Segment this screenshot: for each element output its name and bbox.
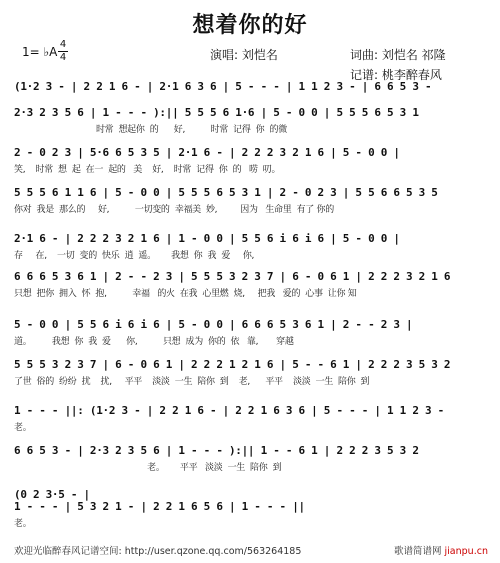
notes-row: 6 6 5 3 - | 2·3 2 3 5 6 | 1 - - - ):|| 1 - - 6 1 | 2 2 2 3 5 3 2 [14, 444, 419, 457]
transcriber-credit: 记谱: 桃李醉春风 [350, 68, 442, 82]
site-stamp-label: 歌谱简谱网 [394, 546, 445, 557]
lyric-row: 时常 想起你 的 好, 时常 记得 你 的微 [14, 125, 287, 135]
notes-row: 2 - 0 2 3 | 5·6 6 5 3 5 | 2·1 6 - | 2 2 2 3 2 1 6 | 5 - 0 0 | [14, 146, 400, 159]
lyric-row: 老。 [14, 519, 32, 529]
notes-row: 2·1 6 - | 2 2 2 3 2 1 6 | 1 - 0 0 | 5 5 6 i 6 i 6 | 5 - 0 0 | [14, 232, 400, 245]
meter-bottom: 4 [59, 52, 67, 63]
notes-row: 1 - - - ||: (1·2 3 - | 2 2 1 6 - | 2 2 1 6 3 6 | 5 - - - | 1 1 2 3 - [14, 404, 444, 417]
notes-row: 2·3 2 3 5 6 | 1 - - - ):|| 5 5 5 6 1·6 | 5 - 0 0 | 5 5 5 6 5 3 1 [14, 106, 419, 119]
lyric-row: 了世 俗的 纷纷 扰 扰, 平平 淡淡 一生 陪你 到 老, 平平 淡淡 一生 陪你 到 [14, 377, 370, 387]
notes-row: (1·2 3 - | 2 2 1 6 - | 2·1 6 3 6 | 5 - - - | 1 1 2 3 - | 6 6 5 3 - [14, 80, 432, 93]
site-stamp-url: jianpu.cn [444, 546, 488, 557]
notes-row: (0 2 3·5 - | [14, 488, 90, 501]
notes-row: 1 - - - | 5 3 2 1 - | 2 2 1 6 5 6 | 1 - - - || [14, 500, 305, 513]
meter-top: 4 [59, 39, 67, 50]
lyric-row: 只想 把你 拥入 怀 抱, 幸福 的火 在我 心里燃 烧, 把我 爱的 心事 让你 知 [14, 289, 357, 299]
lyric-row: 老。 [14, 423, 32, 433]
time-signature [58, 40, 68, 63]
notes-row: 5 5 5 6 1 1 6 | 5 - 0 0 | 5 5 5 6 5 3 1 | 2 - 0 2 3 | 5 5 6 6 5 3 5 [14, 186, 438, 199]
lyric-row: 老。 平平 淡淡 一生 陪你 到 [14, 463, 282, 473]
lyric-row: 道。 我想 你 我 爱 你, 只想 成为 你的 依 靠, 穿越 [14, 337, 294, 347]
notes-row: 5 - 0 0 | 5 5 6 i 6 i 6 | 5 - 0 0 | 6 6 6 5 3 6 1 | 2 - - 2 3 | [14, 318, 413, 331]
site-stamp [394, 543, 488, 557]
notes-row: 5 5 5 3 2 3 7 | 6 - 0 6 1 | 2 2 2 1 2 1 6 | 5 - - 6 1 | 2 2 2 3 5 3 2 [14, 358, 451, 371]
lyric-row: 存 在, 一切 变的 快乐 逍 遥。 我想 你 我 爱 你, [14, 251, 255, 261]
lyricist-composer-credit: 词曲: 刘恺名 祁隆 [350, 48, 446, 62]
key-signature: 1= ♭A [22, 45, 58, 59]
lyric-row: 你对 我是 那么的 好, 一切变的 幸福美 妙, 因为 生命里 有了 你的 [14, 205, 334, 215]
notes-row: 6 6 6 5 3 6 1 | 2 - - 2 3 | 5 5 5 3 2 3 7 | 6 - 0 6 1 | 2 2 2 3 2 1 6 [14, 270, 451, 283]
lyric-row: 笑, 时常 想 起 在一 起的 美 好, 时常 记得 你 的 唠 叨。 [14, 165, 281, 175]
song-title: 想着你的好 [192, 12, 308, 38]
singer-credit: 演唱: 刘恺名 [210, 48, 278, 62]
footer-note: 欢迎光临醉春风记谱空间: http://user.qzone.qq.com/563264185 [14, 546, 302, 557]
